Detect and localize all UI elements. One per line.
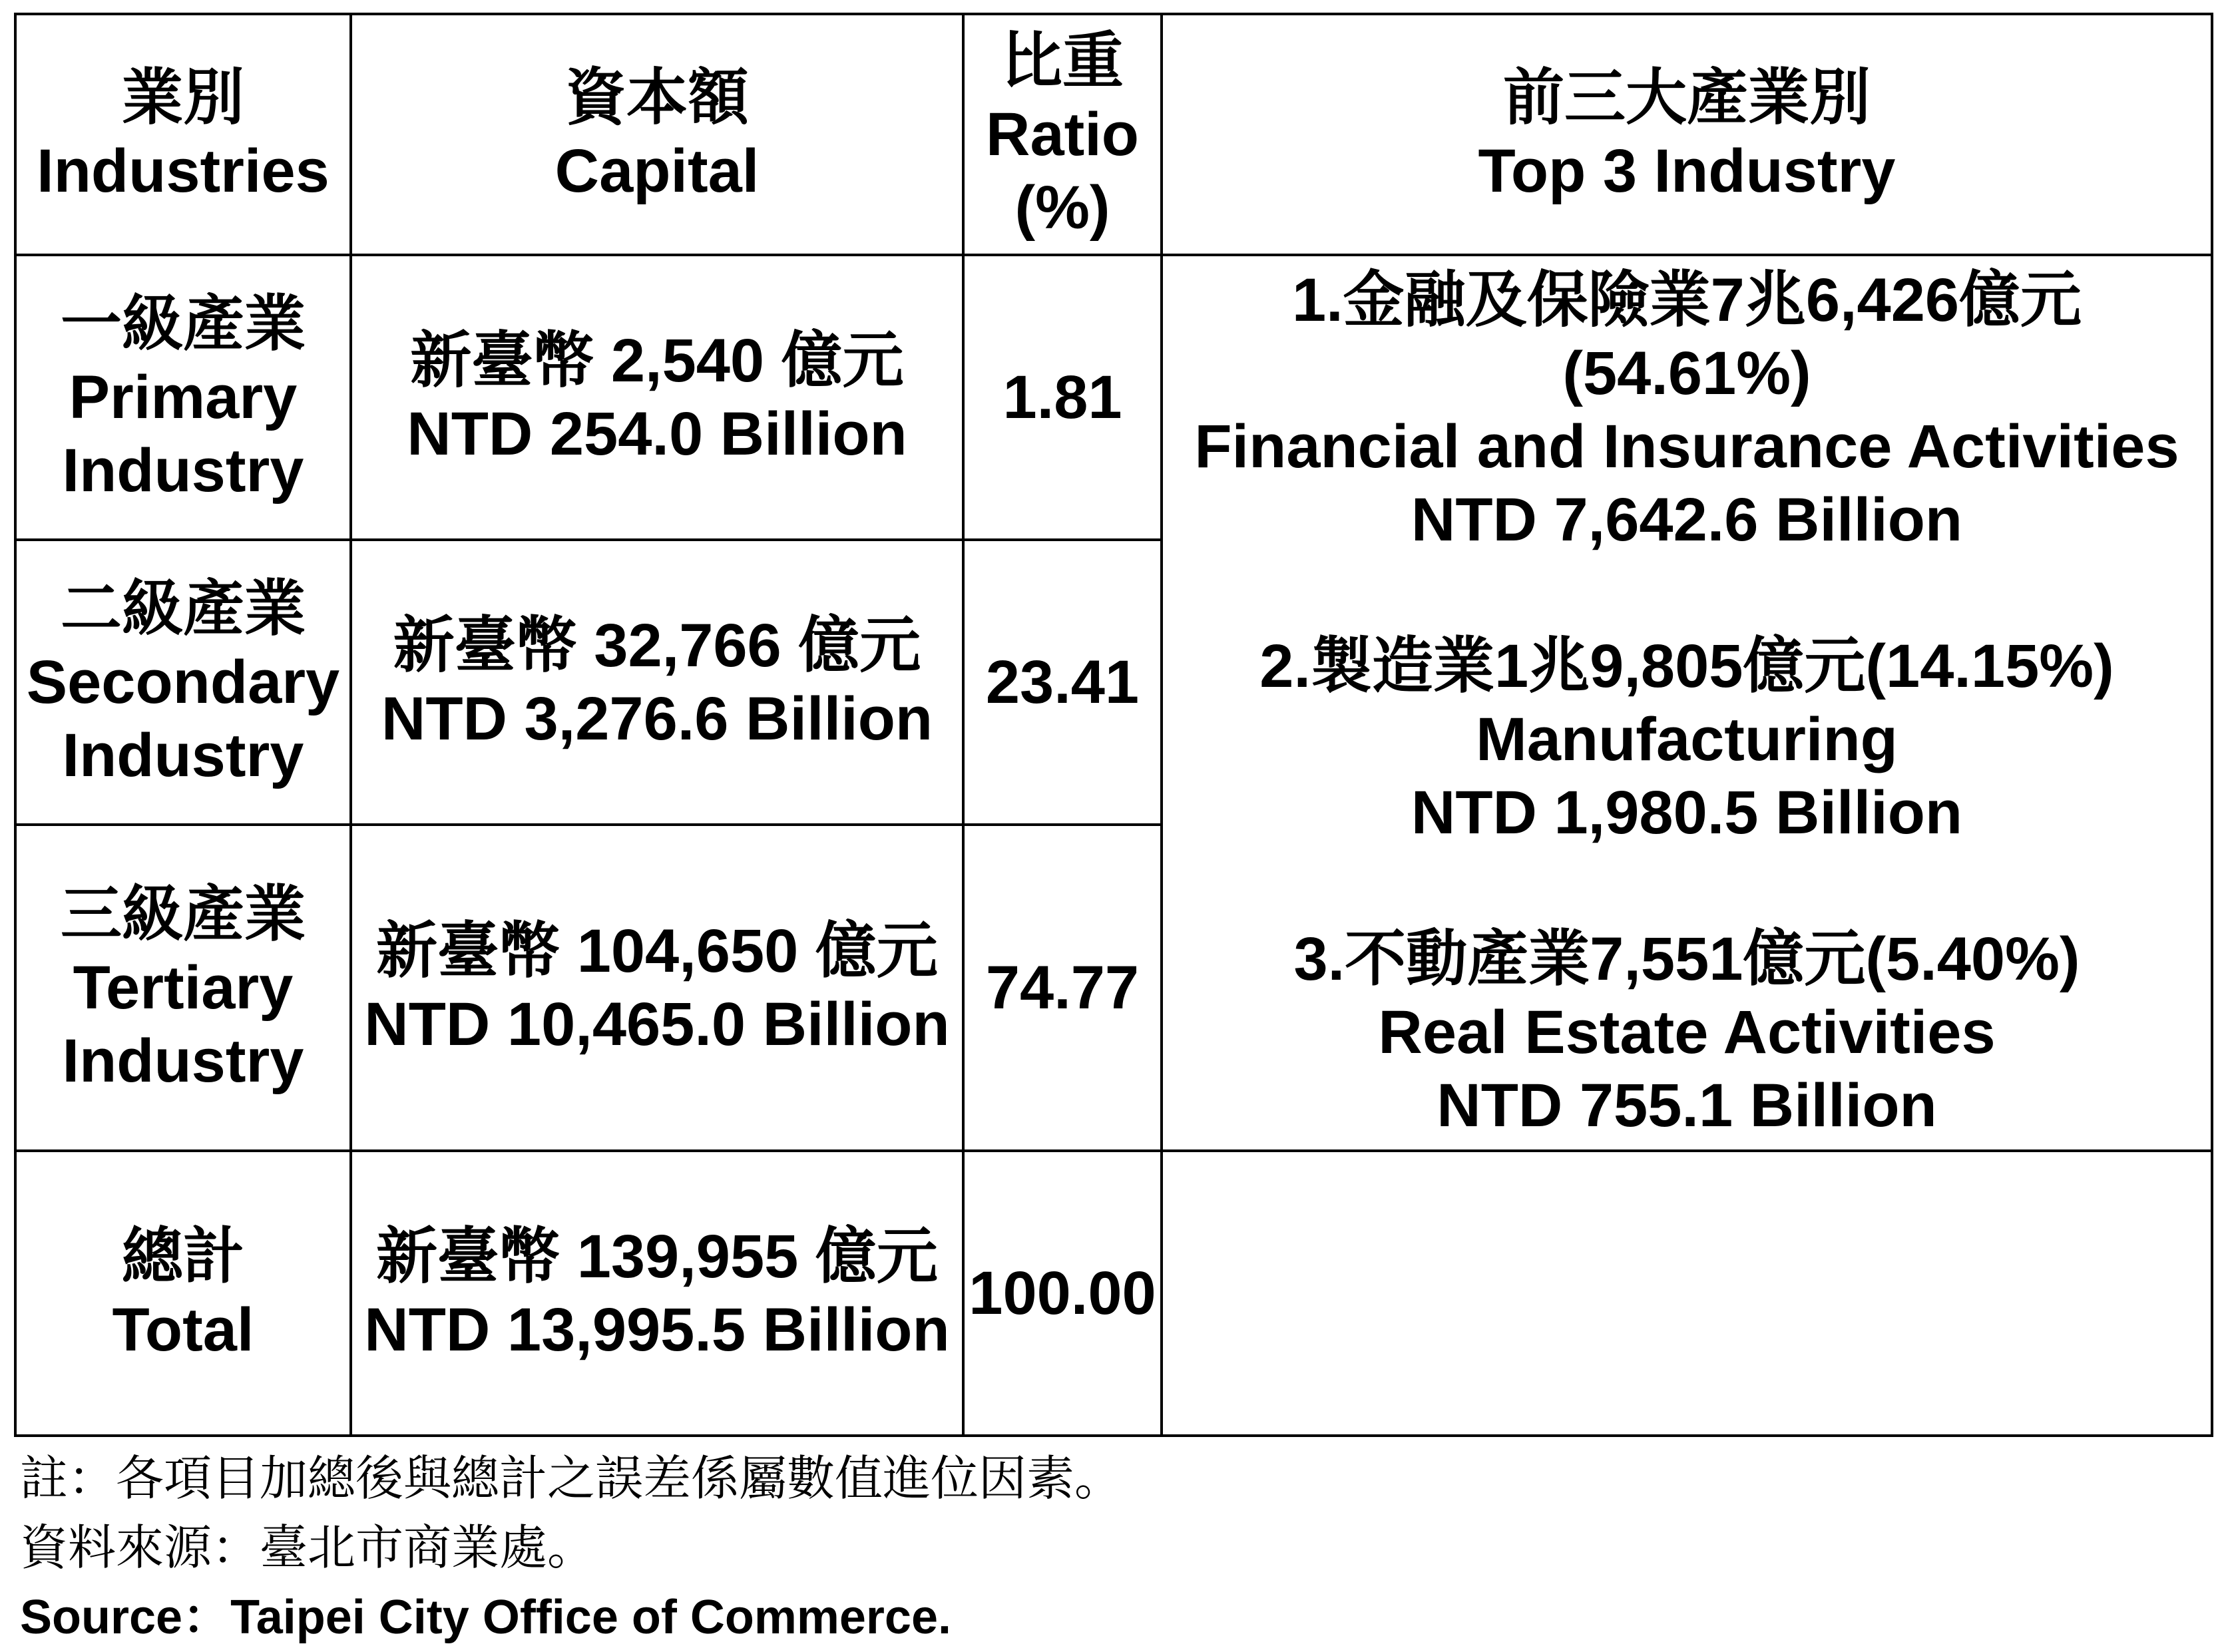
top3-item-1-zh: 1.金融及保險業7兆6,426億元 bbox=[1291, 266, 2082, 334]
top3-item-2-amount: NTD 1,980.5 Billion bbox=[1411, 779, 1963, 847]
industry-name-zh: 一級產業 bbox=[60, 290, 306, 358]
top3-item-1-share: (54.61%) bbox=[1562, 339, 1811, 407]
rounding-note: 註：各項目加總後與總計之誤差係屬數值進位因素。 bbox=[20, 1452, 1123, 1506]
ratio-cell: 74.77 bbox=[963, 825, 1162, 1151]
industry-name-en-2: Industry bbox=[62, 437, 304, 505]
total-capital-cell bbox=[351, 1151, 963, 1436]
industry-name-en: Tertiary bbox=[73, 954, 294, 1022]
industry-name-en-2: Industry bbox=[62, 722, 304, 789]
total-label-en: Total bbox=[112, 1296, 254, 1364]
top3-item-1 bbox=[1163, 264, 2211, 556]
header-capital-zh: 資本額 bbox=[564, 64, 749, 132]
capital-cell bbox=[351, 540, 963, 825]
capital-zh: 新臺幣 2,540 億元 bbox=[410, 327, 904, 395]
industry-capital-table bbox=[14, 13, 2213, 1437]
total-top3-empty-cell bbox=[1162, 1151, 2212, 1436]
header-ratio-unit: (%) bbox=[1014, 174, 1110, 242]
header-top3-en: Top 3 Industry bbox=[1478, 137, 1896, 205]
industry-name-en: Primary bbox=[69, 363, 298, 431]
total-capital-zh: 新臺幣 139,955 億元 bbox=[376, 1223, 938, 1291]
capital-zh: 新臺幣 104,650 億元 bbox=[376, 917, 938, 985]
total-ratio-cell: 100.00 bbox=[963, 1151, 1162, 1436]
footnotes bbox=[20, 1444, 1122, 1652]
top3-item-2 bbox=[1163, 630, 2211, 849]
industry-name-zh: 二級產業 bbox=[60, 575, 306, 643]
top3-item-3 bbox=[1163, 923, 2211, 1142]
capital-cell bbox=[351, 255, 963, 540]
capital-zh: 新臺幣 32,766 億元 bbox=[393, 612, 921, 680]
top3-item-1-amount: NTD 7,642.6 Billion bbox=[1411, 486, 1963, 554]
header-industries-zh: 業別 bbox=[121, 64, 244, 132]
total-label-cell bbox=[15, 1151, 351, 1436]
top3-item-3-amount: NTD 755.1 Billion bbox=[1437, 1072, 1937, 1139]
industry-cell bbox=[15, 825, 351, 1151]
header-top3-zh: 前三大產業別 bbox=[1502, 64, 1871, 132]
top3-item-2-zh: 2.製造業1兆9,805億元(14.15%) bbox=[1259, 632, 2114, 700]
capital-cell bbox=[351, 825, 963, 1151]
top3-item-2-en: Manufacturing bbox=[1476, 706, 1898, 773]
capital-en: NTD 3,276.6 Billion bbox=[381, 685, 933, 753]
top3-industries-cell bbox=[1162, 255, 2212, 1151]
industry-name-en: Secondary bbox=[26, 648, 340, 716]
header-top3 bbox=[1162, 14, 2212, 255]
industry-cell bbox=[15, 540, 351, 825]
industry-name-en-2: Industry bbox=[62, 1027, 304, 1095]
ratio-cell: 23.41 bbox=[963, 540, 1162, 825]
total-capital-en: NTD 13,995.5 Billion bbox=[364, 1296, 950, 1364]
header-ratio bbox=[963, 14, 1162, 255]
header-industries-en: Industries bbox=[37, 137, 330, 205]
table-row-total bbox=[15, 1151, 2212, 1436]
header-capital-en: Capital bbox=[555, 137, 760, 205]
header-ratio-en: Ratio bbox=[986, 101, 1139, 168]
header-industries bbox=[15, 14, 351, 255]
source-zh: 資料來源：臺北市商業處。 bbox=[20, 1522, 596, 1575]
industry-name-zh: 三級產業 bbox=[60, 881, 306, 948]
header-row bbox=[15, 14, 2212, 255]
ratio-cell: 1.81 bbox=[963, 255, 1162, 540]
total-label-zh: 總計 bbox=[121, 1223, 244, 1291]
header-ratio-zh: 比重 bbox=[1001, 27, 1124, 95]
capital-en: NTD 10,465.0 Billion bbox=[364, 990, 950, 1058]
top3-item-1-en: Financial and Insurance Activities bbox=[1194, 413, 2179, 481]
industry-cell bbox=[15, 255, 351, 540]
table-row-primary bbox=[15, 255, 2212, 540]
source-en: Source：Taipei City Office of Commerce. bbox=[20, 1591, 952, 1644]
header-capital bbox=[351, 14, 963, 255]
top3-item-3-en: Real Estate Activities bbox=[1378, 998, 1996, 1066]
capital-en: NTD 254.0 Billion bbox=[407, 400, 907, 468]
top3-item-3-zh: 3.不動產業7,551億元(5.40%) bbox=[1293, 925, 2080, 993]
